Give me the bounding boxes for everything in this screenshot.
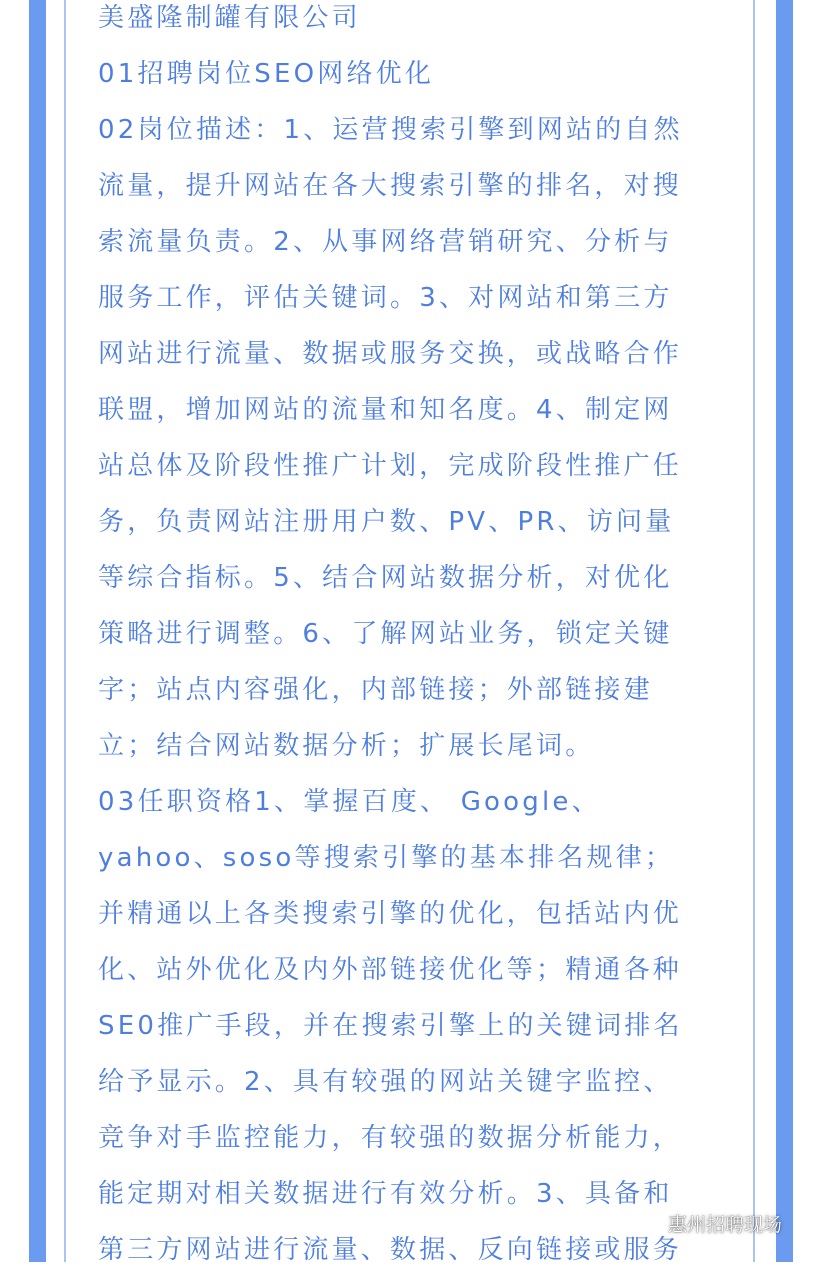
watermark (636, 1210, 782, 1237)
description-line: 等综合指标。5、结合网站数据分析，对优化 (98, 563, 673, 593)
qualifications-line: 能定期对相关数据进行有效分析。3、具备和 (98, 1179, 673, 1209)
watermark-text: 惠州招聘现场 (668, 1214, 783, 1236)
wechat-icon (636, 1213, 662, 1235)
description-line: 立；结合网站数据分析；扩展长尾词。 (98, 731, 595, 761)
description-line: 服务工作，评估关键词。3、对网站和第三方 (98, 283, 673, 313)
right-border-stripe (776, 0, 793, 1262)
qualifications-line: 给予显示。2、具有较强的网站关键字监控、 (98, 1067, 673, 1097)
description-line: 02岗位描述：1、运营搜索引擎到网站的自然 (98, 115, 683, 145)
qualifications-line: 并精通以上各类搜索引擎的优化，包括站内优 (98, 899, 683, 929)
right-inner-border (753, 0, 755, 1262)
description-line: 站总体及阶段性推广计划，完成阶段性推广任 (98, 451, 683, 481)
description-line: 网站进行流量、数据或服务交换，或战略合作 (98, 339, 683, 369)
job-title-line: 01招聘岗位SEO网络优化 (98, 59, 435, 89)
description-line: 流量，提升网站在各大搜索引擎的排名，对搜 (98, 171, 683, 201)
qualifications-line: yahoo、soso等搜索引擎的基本排名规律； (98, 843, 675, 873)
qualifications-line: SE0推广手段，并在搜索引擎上的关键词排名 (98, 1011, 683, 1041)
description-line: 策略进行调整。6、了解网站业务，锁定关键 (98, 619, 673, 649)
qualifications-line: 第三方网站进行流量、数据、反向链接或服务 (98, 1235, 683, 1265)
left-border-stripe (29, 0, 46, 1262)
qualifications-line: 03任职资格1、掌握百度、 Google、 (98, 787, 601, 817)
qualifications-line: 化、站外优化及内外部链接优化等；精通各种 (98, 955, 683, 985)
description-line: 务，负责网站注册用户数、PV、PR、访问量 (98, 507, 675, 537)
description-line: 字；站点内容强化，内部链接；外部链接建 (98, 675, 653, 705)
description-line: 联盟，增加网站的流量和知名度。4、制定网 (98, 395, 673, 425)
description-line: 索流量负责。2、从事网络营销研究、分析与 (98, 227, 673, 257)
job-posting-text (98, 0, 738, 1278)
qualifications-line: 竞争对手监控能力，有较强的数据分析能力， (98, 1123, 683, 1153)
company-name: 美盛隆制罐有限公司 (98, 3, 361, 33)
left-inner-border (64, 0, 66, 1262)
